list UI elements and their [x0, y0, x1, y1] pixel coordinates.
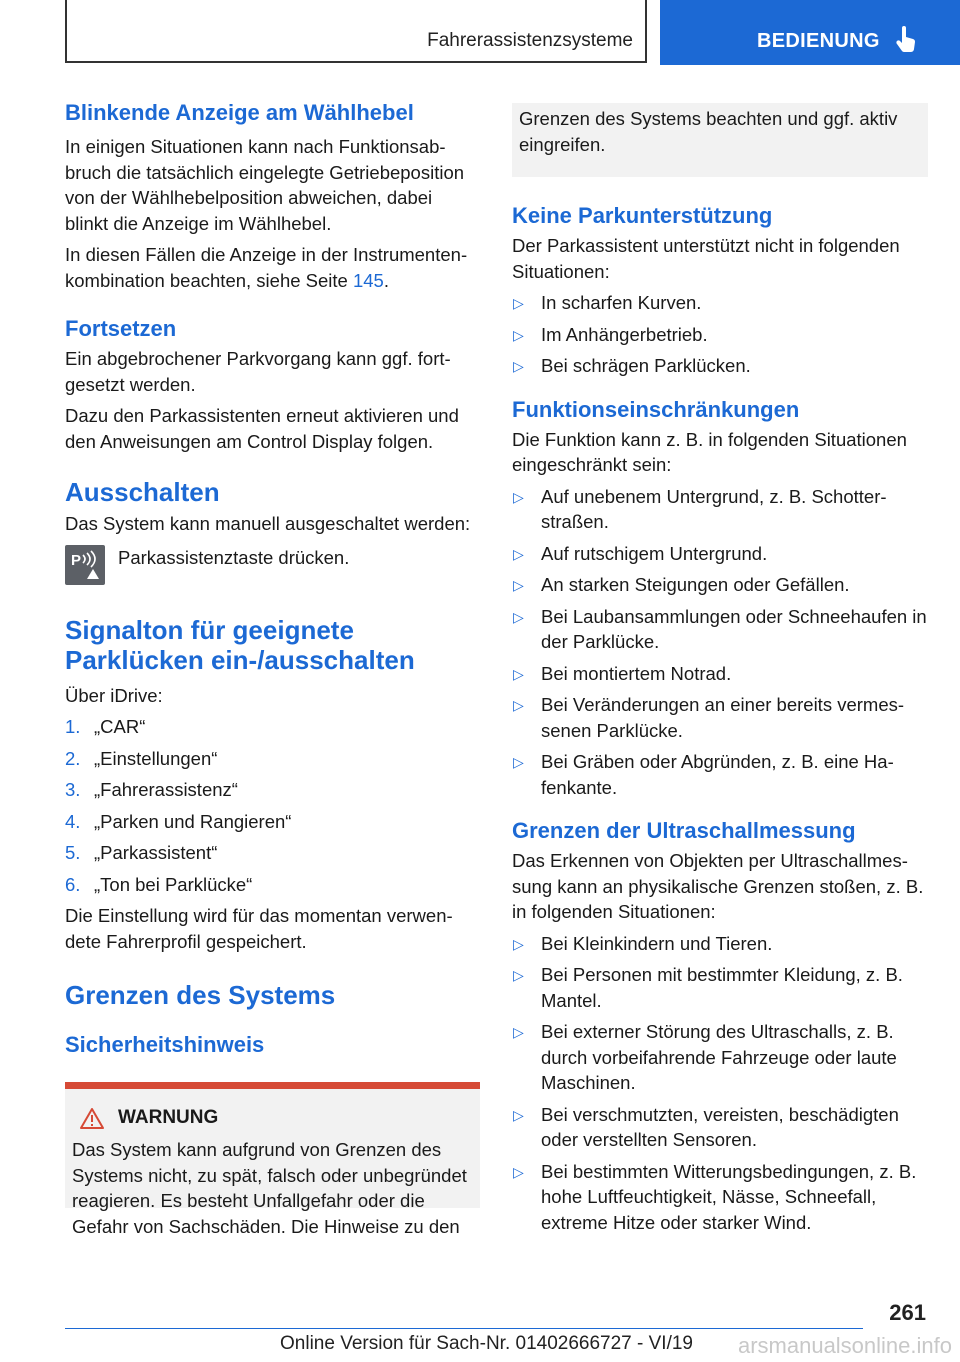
list-item: ▷ Bei Laubansammlungen oder Schneehaufen in der Parklücke. [513, 605, 927, 652]
list-item: ▷ Bei verschmutzten, vereisten, beschädigten oder verstellten Sensoren. [513, 1103, 899, 1150]
list-item: ▷ Bei bestimmten Witterungsbedingungen, z. B. hohe Luftfeuchtigkeit, Nässe, Schneefall, extreme Hitze oder starker Wind. [513, 1160, 917, 1233]
list-item: ▷ In scharfen Kurven. [513, 292, 702, 313]
list-item: ▷ Auf unebenem Untergrund, z. B. Schotterstraßen. [513, 485, 887, 532]
heading-grenzen: Grenzen des Systems [65, 980, 336, 1010]
footer-online-version: Online Version für Sach-Nr. 01402666727 - VI/19 [280, 1333, 693, 1354]
list-ultra [512, 931, 928, 1236]
paragraph: In einigen Situationen kann nach Funktionsabbruch die tatsächlich eingelegte Getriebeposition von der Wählhebelposition abweichen, dabei blinkt die Anzeige im Wählhebel. [65, 136, 465, 234]
list-item: 4. „Parken und Rangieren“ [65, 810, 292, 832]
header-chapter-title: BEDIENUNG [757, 30, 880, 52]
paragraph: Ein abgebrochener Parkvorgang kann ggf. fortgesetzt werden. [65, 348, 451, 395]
paragraph: In diesen Fällen die Anzeige in der Instrumentenkombination beachten, siehe Seite 145. [65, 244, 468, 291]
warning-continuation [512, 103, 928, 177]
right-column [512, 103, 928, 1241]
page-number: 261 [889, 1300, 926, 1325]
paragraph: Dazu den Parkassistenten erneut aktivieren und den Anweisungen am Control Display folgen. [65, 405, 459, 452]
list-funktion [512, 484, 928, 801]
park-key-row [65, 545, 480, 585]
paragraph: Das System kann manuell ausgeschaltet werden: [65, 513, 471, 534]
header-section [65, 0, 647, 63]
paragraph: Das Erkennen von Objekten per Ultraschallmessung kann an physikalische Grenzen stoßen, z. B. in folgenden Situationen: [512, 850, 924, 922]
paragraph: Die Funktion kann z. B. in folgenden Situationen eingeschränkt sein: [512, 428, 907, 475]
heading-sicherheit: Sicherheitshinweis [65, 1032, 265, 1057]
list-item: 3. „Fahrerassistenz“ [65, 779, 238, 800]
warning-triangle-icon [80, 1108, 104, 1129]
list-item: ▷ Auf rutschigem Untergrund. [513, 542, 768, 564]
heading-fortsetzen: Fortsetzen [65, 316, 177, 341]
list-item: ▷ An starken Steigungen oder Gefällen. [513, 574, 850, 595]
page-link[interactable]: 145 [352, 269, 384, 291]
paragraph: Die Einstellung wird für das momentan verwendete Fahrerprofil gespeichert. [65, 905, 453, 952]
svg-text:P: P [71, 551, 82, 569]
paragraph: Grenzen des Systems beachten und ggf. aktiv eingreifen. [519, 108, 898, 155]
park-assist-button-icon [65, 545, 105, 585]
paragraph: Über iDrive: [65, 684, 163, 706]
steps-list [65, 714, 480, 897]
list-keine [512, 290, 928, 379]
list-item: 6. „Ton bei Parklücke“ [65, 873, 253, 895]
paragraph: Parkassistenztaste drücken. [118, 546, 350, 568]
warning-box [65, 1082, 480, 1237]
heading-ausschalten: Ausschalten [65, 477, 220, 507]
footer-divider [65, 1328, 863, 1329]
warning-title: WARNUNG [72, 1107, 473, 1129]
left-column [65, 100, 480, 1237]
header-section-title: Fahrerassistenzsysteme [427, 30, 633, 51]
heading-keine: Keine Parkunterstützung [512, 203, 773, 228]
list-item: ▷ Bei Kleinkindern und Tieren. [513, 932, 773, 954]
list-item: ▷ Im Anhängerbetrieb. [513, 323, 708, 345]
list-item: 2. „Einstellungen“ [65, 747, 218, 769]
list-item: 5. „Parkassistent“ [65, 842, 218, 863]
list-item: ▷ Bei externer Störung des Ultraschalls, z. B. durch vorbeifahrende Fahrzeuge oder laute Maschinen. [513, 1021, 897, 1093]
list-item: ▷ Bei Personen mit bestimmter Kleidung, z. B. Mantel. [513, 964, 903, 1011]
header-chapter [660, 0, 960, 65]
heading-blinkende: Blinkende Anzeige am Wählhebel [65, 100, 414, 125]
heading-funktion: Funktionseinschränkungen [512, 396, 800, 422]
watermark: arsmanualsonline.info [737, 1333, 952, 1358]
list-item: ▷ Bei Gräben oder Abgründen, z. B. eine Hafenkante. [513, 751, 894, 798]
list-item: 1. „CAR“ [65, 716, 146, 737]
list-item: ▷ Bei Veränderungen an einer bereits vermessenen Parklücke. [513, 694, 905, 741]
warning-text: Das System kann aufgrund von Grenzen des Systems nicht, zu spät, falsch oder unbegründet reagieren. Es besteht Unfallgefahr oder die Gefahr von Sachschäden. Die Hinweise zu den [72, 1139, 467, 1237]
paragraph: Der Parkassistent unterstützt nicht in folgenden Situationen: [512, 235, 900, 282]
hand-pointer-icon [896, 26, 918, 54]
list-item: ▷ Bei montiertem Notrad. [513, 662, 732, 684]
heading-ultra: Grenzen der Ultraschallmessung [512, 818, 856, 843]
heading-signalton: Signalton für geeignete Parklücken ein-/ausschalten [65, 614, 415, 675]
list-item: ▷ Bei schrägen Parklücken. [513, 355, 751, 376]
